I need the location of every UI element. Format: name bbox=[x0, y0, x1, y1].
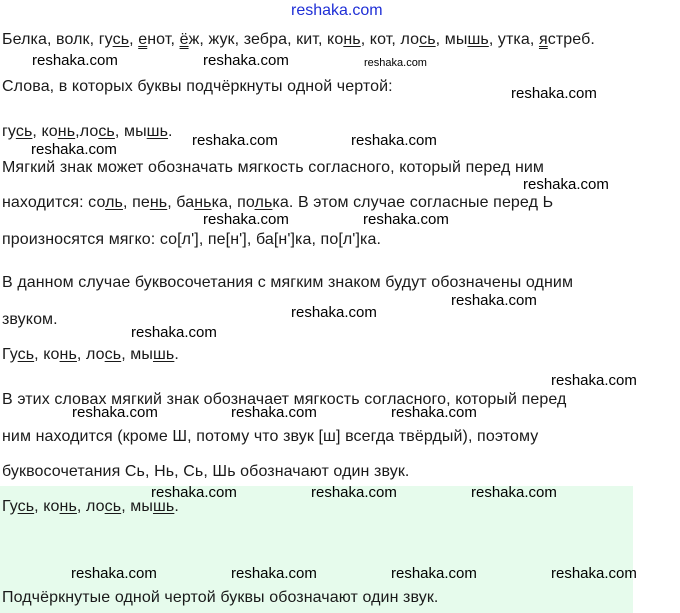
text-segment: , ба bbox=[167, 194, 195, 211]
text-segment: , bbox=[129, 31, 139, 48]
watermark: reshaka.com bbox=[71, 565, 157, 582]
underlined-letters: нь bbox=[149, 194, 168, 211]
watermark: reshaka.com bbox=[391, 404, 477, 421]
text-segment: , пе bbox=[122, 194, 150, 211]
watermark: reshaka.com bbox=[31, 141, 117, 158]
underlined-letters: сь bbox=[419, 31, 436, 48]
text-segment: . bbox=[168, 123, 173, 140]
text-segment: , ло bbox=[76, 498, 105, 515]
watermark: reshaka.com bbox=[151, 484, 237, 501]
underlined-letters: нь bbox=[343, 31, 361, 48]
watermark: reshaka.com bbox=[471, 484, 557, 501]
underlined-words-line-2 bbox=[2, 345, 179, 365]
watermark: reshaka.com bbox=[192, 132, 278, 149]
underlined-letters: я bbox=[538, 31, 548, 48]
underlined-letters: ль bbox=[254, 194, 273, 211]
underlined-letters: ё bbox=[179, 31, 189, 48]
text-segment: , мы bbox=[114, 123, 147, 140]
watermark: reshaka.com bbox=[391, 565, 477, 582]
underlined-letters: ль bbox=[105, 194, 123, 211]
underlined-letters: сь bbox=[104, 498, 122, 515]
underlined-letters: нь bbox=[59, 498, 77, 515]
soft-sign-text-line-1: Мягкий знак может обозначать мягкость согласного, который перед ним bbox=[2, 159, 545, 176]
underlined-letters: шь bbox=[146, 123, 169, 140]
text-segment: ка. В этом случае согласные перед Ь bbox=[272, 194, 554, 211]
watermark: reshaka.com bbox=[72, 404, 158, 421]
watermark: reshaka.com bbox=[203, 211, 289, 228]
explanation-line-2: ним находится (кроме Ш, потому что звук [ш] всегда твёрдый), поэтому bbox=[2, 428, 539, 445]
watermark: reshaka.com bbox=[551, 372, 637, 389]
watermark: reshaka.com bbox=[231, 404, 317, 421]
underlined-letters: сь bbox=[17, 346, 35, 363]
text-segment: , ло bbox=[76, 346, 105, 363]
text-segment: нот, bbox=[147, 31, 180, 48]
underlined-words-line-1 bbox=[2, 122, 173, 142]
text-segment: , ко bbox=[34, 346, 60, 363]
watermark: reshaka.com bbox=[364, 57, 427, 69]
watermark: reshaka.com bbox=[551, 565, 637, 582]
underlined-letters: нь bbox=[194, 194, 212, 211]
text-segment: , мы bbox=[121, 346, 153, 363]
underlined-letters: сь bbox=[98, 123, 115, 140]
text-segment: , кот, ло bbox=[360, 31, 420, 48]
watermark: reshaka.com bbox=[32, 52, 118, 69]
text-segment: Гу bbox=[2, 346, 18, 363]
combo-text-line-1: В данном случае буквосочетания с мягким знаком будут обозначены одним bbox=[2, 274, 574, 291]
watermark: reshaka.com bbox=[131, 324, 217, 341]
soft-sign-text-line-3: произносятся мягко: со[л'], пе[н'], ба[н']ка, по[л']ка. bbox=[2, 231, 381, 248]
underlined-letters: нь bbox=[59, 346, 77, 363]
site-header-link[interactable]: reshaka.com bbox=[291, 2, 383, 19]
text-segment: гу bbox=[2, 123, 16, 140]
text-segment: , мы bbox=[435, 31, 468, 48]
text-segment: ка, по bbox=[211, 194, 255, 211]
underlined-letters: шь bbox=[152, 498, 175, 515]
text-segment: , утка, bbox=[488, 31, 539, 48]
underlined-letters: сь bbox=[104, 346, 122, 363]
text-segment: стреб. bbox=[547, 31, 595, 48]
text-segment: . bbox=[174, 346, 179, 363]
text-segment: находится: со bbox=[2, 194, 106, 211]
underlined-letters: сь bbox=[112, 31, 130, 48]
underlined-letters: шь bbox=[152, 346, 175, 363]
watermark: reshaka.com bbox=[511, 85, 597, 102]
answer-conclusion-line: Подчёркнутые одной чертой буквы обозначают один звук. bbox=[2, 589, 439, 606]
text-segment: Белка, волк, гу bbox=[2, 31, 113, 48]
watermark: reshaka.com bbox=[523, 176, 609, 193]
text-segment: , ко bbox=[32, 123, 58, 140]
text-segment: Гу bbox=[2, 498, 18, 515]
text-segment: . bbox=[174, 498, 179, 515]
underlined-letters: сь bbox=[17, 498, 35, 515]
watermark: reshaka.com bbox=[311, 484, 397, 501]
animals-list-line bbox=[2, 30, 595, 50]
underlined-letters: нь bbox=[57, 123, 76, 140]
text-segment: ,ло bbox=[75, 123, 99, 140]
explanation-line-1: В этих словах мягкий знак обозначает мягкость согласного, который перед bbox=[2, 391, 567, 408]
one-dash-heading: Слова, в которых буквы подчёркнуты одной чертой: bbox=[2, 78, 393, 95]
watermark: reshaka.com bbox=[451, 292, 537, 309]
text-segment: ж, жук, зебра, кит, ко bbox=[188, 31, 344, 48]
watermark: reshaka.com bbox=[203, 52, 289, 69]
underlined-letters: е bbox=[138, 31, 148, 48]
text-segment: , мы bbox=[121, 498, 153, 515]
watermark: reshaka.com bbox=[231, 565, 317, 582]
soft-sign-text-line-2 bbox=[2, 193, 553, 213]
underlined-letters: шь bbox=[467, 31, 489, 48]
watermark: reshaka.com bbox=[351, 132, 437, 149]
combo-text-line-2: звуком. bbox=[2, 311, 58, 328]
text-segment: , ко bbox=[34, 498, 60, 515]
watermark: reshaka.com bbox=[291, 304, 377, 321]
watermark: reshaka.com bbox=[363, 211, 449, 228]
underlined-letters: сь bbox=[15, 123, 33, 140]
explanation-line-3: буквосочетания Сь, Нь, Сь, Шь обозначают один звук. bbox=[2, 463, 410, 480]
